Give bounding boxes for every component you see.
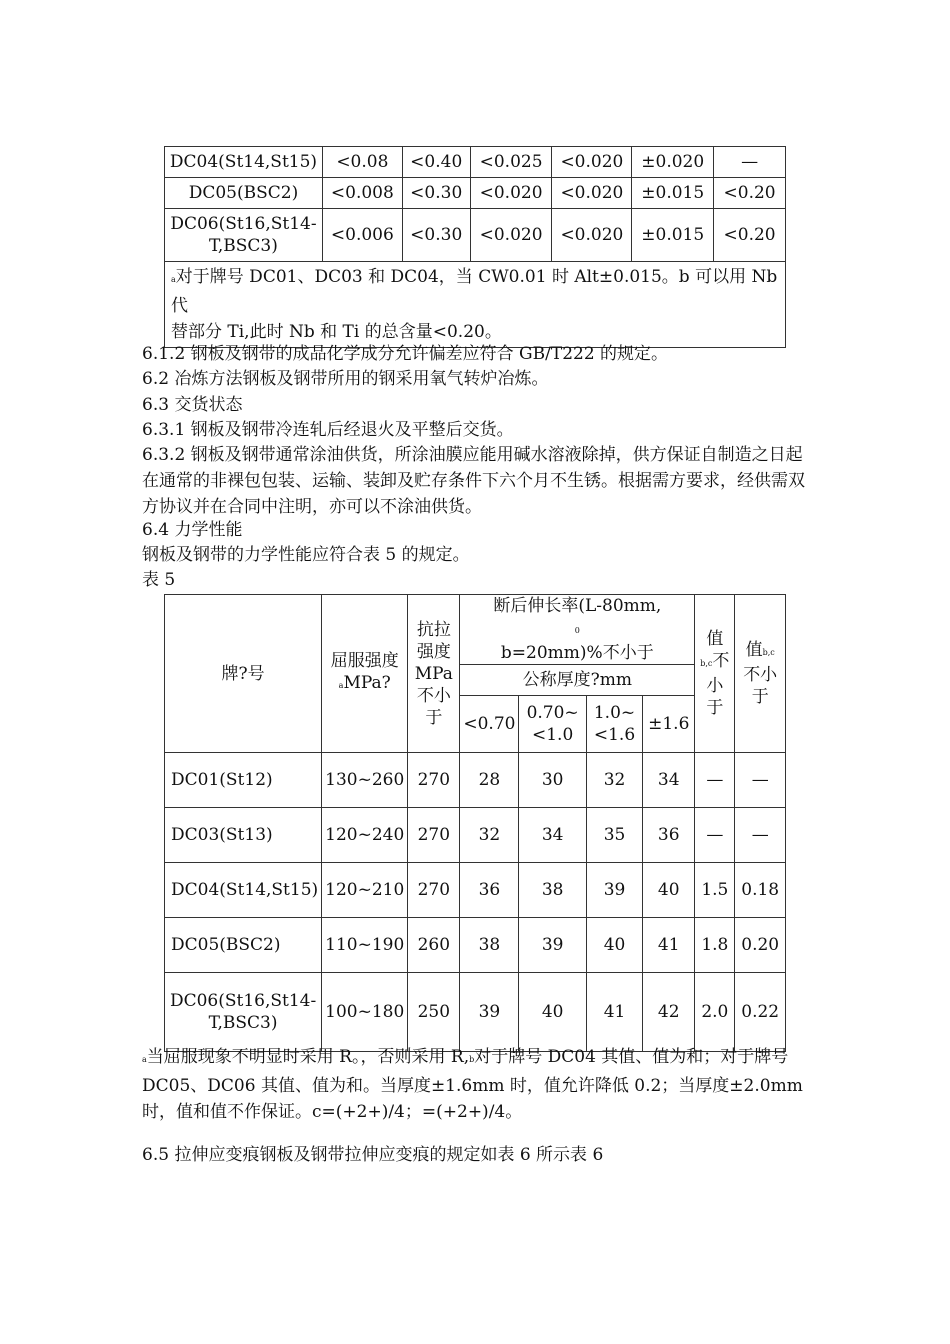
tensile-cell: 250 [408,973,460,1052]
elong-cell: 39 [519,918,586,973]
elong-cell: 38 [519,863,586,918]
al-cell: ±0.015 [632,209,714,262]
elong-cell: 40 [643,863,695,918]
header-n-rest: 不小于 [743,665,778,707]
elong-cell: 41 [643,918,695,973]
heading-6-4: 6.4 力学性能 [142,520,243,540]
header-row [165,595,786,665]
table-row [165,808,786,863]
table-5-caption: 表 5 [142,570,176,590]
grade-cell: DC04(St14,St15) [165,147,323,178]
header-elongation [460,595,695,665]
tensile-cell: 270 [408,753,460,808]
al-cell: ±0.020 [632,147,714,178]
footnote-mark: b,c [700,659,713,668]
p-cell: <0.020 [470,178,552,209]
footnote-mark: a [142,1055,147,1064]
tensile-cell: 260 [408,918,460,973]
mechanical-properties-table [164,594,786,1052]
grade-cell: DC01(St12) [165,753,322,808]
n-cell: 0.22 [735,973,786,1052]
mn-cell: <0.30 [402,209,470,262]
header-n-label: 值 [745,640,763,660]
yield-cell: 120~240 [322,808,408,863]
header-n-value [735,595,786,753]
elong-cell: 34 [643,753,695,808]
elong-cell: 32 [460,808,519,863]
ti-cell: <0.20 [714,178,786,209]
table-row [165,863,786,918]
table-row [165,973,786,1052]
table-row [165,147,786,178]
r-cell: 1.8 [695,918,735,973]
elong-cell: 40 [586,918,642,973]
c-cell: <0.006 [322,209,402,262]
note-text-b: 对于牌号 DC04 其值、值为和；对于牌号 DC05、DC06 其值、值为和。当厚度±1.6mm 时，值允许降低 0.2；当厚度±2.0mm 时，值和值不作保证。c=(+2+)/4；=(+2+)/4。 [142,1047,803,1122]
paragraph-6-1-2: 6.1.2 钢板及钢带的成品化学成分允许偏差应符合 GB/T222 的规定。 [142,344,669,364]
paragraph-6-2: 6.2 冶炼方法钢板及钢带所用的钢采用氧气转炉冶炼。 [142,369,549,389]
r-cell: 1.5 [695,863,735,918]
c-cell: <0.008 [322,178,402,209]
r-cell: 2.0 [695,973,735,1052]
header-thick-4: ±1.6 [643,696,695,753]
header-thick-1: <0.70 [460,696,519,753]
footnote-mark: a [338,681,344,690]
elong-cell: 40 [519,973,586,1052]
header-r-rest: 不小于 [706,651,730,718]
table-row [165,918,786,973]
n-cell: — [735,808,786,863]
yield-cell: 100~180 [322,973,408,1052]
elong-cell: 35 [586,808,642,863]
chemical-composition-table [164,146,786,348]
mn-cell: <0.40 [402,147,470,178]
table-5-notes [142,1044,812,1125]
yield-cell: 130~260 [322,753,408,808]
grade-cell: DC06(St16,St14-T,BSC3) [165,209,323,262]
elong-cell: 32 [586,753,642,808]
paragraph-6-5: 6.5 拉伸应变痕钢板及钢带拉伸应变痕的规定如表 6 所示表 6 [142,1145,604,1165]
grade-cell: DC03(St13) [165,808,322,863]
paragraph-mechanical: 钢板及钢带的力学性能应符合表 5 的规定。 [142,545,470,565]
s-cell: <0.020 [552,209,632,262]
table-note [165,262,786,348]
yield-cell: 120~210 [322,863,408,918]
header-r-value [695,595,735,753]
note-line-2: 替部分 Ti,此时 Nb 和 Ti 的总含量<0.20。 [171,322,502,342]
header-yield-unit: MPa? [343,673,391,693]
p-cell: <0.020 [470,209,552,262]
ti-cell: <0.20 [714,209,786,262]
mn-cell: <0.30 [402,178,470,209]
elong-cell: 36 [460,863,519,918]
s-cell: <0.020 [552,147,632,178]
header-grade: 牌?号 [165,595,322,753]
note-line-1: 对于牌号 DC01、DC03 和 DC04，当 CW0.01 时 Alt±0.015。b 可以用 Nb 代 [171,267,778,316]
n-cell: 0.18 [735,863,786,918]
header-tensile: 抗拉强度MPa不小于 [408,595,460,753]
header-thick-3: 1.0~<1.6 [586,696,642,753]
header-thickness: 公称厚度?mm [460,665,695,696]
s-cell: <0.020 [552,178,632,209]
ti-cell: — [714,147,786,178]
elong-cell: 42 [643,973,695,1052]
header-elongation-line1: 断后伸长率(L-80mm, [493,596,662,616]
heading-6-3: 6.3 交货状态 [142,395,243,415]
elong-cell: 41 [586,973,642,1052]
c-cell: <0.08 [322,147,402,178]
al-cell: ±0.015 [632,178,714,209]
elong-cell: 39 [586,863,642,918]
tensile-cell: 270 [408,808,460,863]
r-cell: — [695,753,735,808]
footnote-mark: b,c [762,648,775,657]
n-cell: 0.20 [735,918,786,973]
header-elongation-line2: b=20mm)%不小于 [500,643,654,663]
paragraph-6-3-1: 6.3.1 钢板及钢带冷连轧后经退火及平整后交货。 [142,420,514,440]
header-thick-2: 0.70~<1.0 [519,696,586,753]
header-yield [322,595,408,753]
grade-cell: DC05(BSC2) [165,178,323,209]
p-cell: <0.025 [470,147,552,178]
table-row [165,209,786,262]
grade-cell: DC06(St16,St14-T,BSC3) [165,973,322,1052]
paragraph-6-3-2: 6.3.2 钢板及钢带通常涂油供货，所涂油膜应能用碱水溶液除掉，供方保证自制造之日起在通常的非裸包包装、运输、装卸及贮存条件下六个月不生锈。根据需方要求，经供需双方协议并在合同中注明，亦可以不涂油供货。 [142,445,805,517]
elong-cell: 28 [460,753,519,808]
table-row [165,753,786,808]
table-row [165,178,786,209]
elong-cell: 30 [519,753,586,808]
grade-cell: DC05(BSC2) [165,918,322,973]
elong-cell: 36 [643,808,695,863]
elong-cell: 39 [460,973,519,1052]
grade-cell: DC04(St14,St15) [165,863,322,918]
note-text-a: 当屈服现象不明显时采用 R。，否则采用 R, [146,1047,470,1067]
subscript-mark: 0 [574,626,580,635]
n-cell: — [735,753,786,808]
footnote-mark: b [469,1055,475,1064]
yield-cell: 110~190 [322,918,408,973]
tensile-cell: 270 [408,863,460,918]
header-r-label: 值 [706,629,724,649]
header-yield-label: 屈服强度 [330,651,399,671]
table-note-row [165,262,786,348]
elong-cell: 34 [519,808,586,863]
elong-cell: 38 [460,918,519,973]
r-cell: — [695,808,735,863]
footnote-mark: a [171,275,176,284]
